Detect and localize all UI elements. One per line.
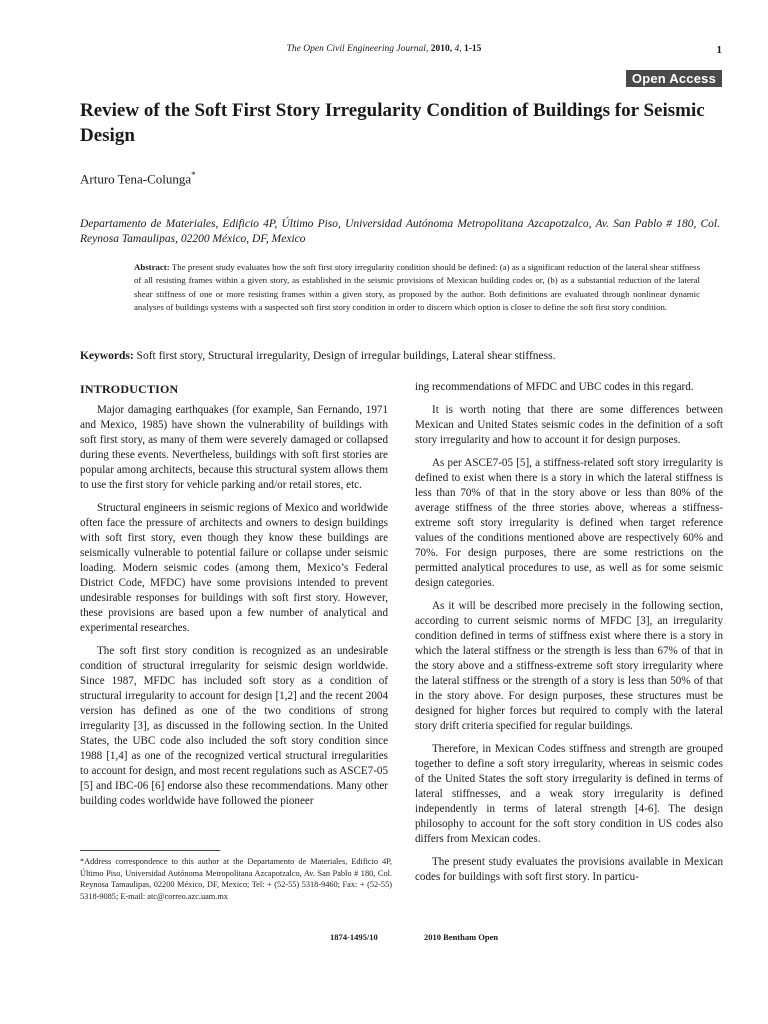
body-paragraph: As it will be described more precisely in the following section, according to current seismic norms of MFDC [3], an irregularity condition defined in terms of stiffness exist where there is a story in which the lateral stiffness or the strength is less than 67% of that in the story above and a stiffness-extreme soft story irregularity where the lateral stiffness or the strength of a story is less than 50% of that in the story above. For design purposes, these structures must be designed for higher forces but required to comply with the lateral story drift criteria specified for regular buildings. — [415, 600, 723, 732]
journal-volume: 4, — [454, 44, 462, 54]
body-paragraph: Therefore, in Mexican Codes stiffness and strength are grouped together to define a soft story irregularity, whereas in seismic codes of the United States the soft story irregularity is defined in terms of lateral stiffnesses, and a weak story irregularity is defined independently in terms of lateral strength [4-6]. The design philosophy to account for the soft story condition in US codes also differs from Mexican codes. — [415, 743, 723, 845]
body-paragraph: It is worth noting that there are some differences between Mexican and United States seismic codes in the definition of a soft story irregularity and how to account it for design purposes. — [415, 404, 723, 446]
journal-year: 2010, — [430, 44, 453, 54]
open-access-badge: Open Access — [626, 70, 722, 87]
author-line — [80, 170, 196, 187]
keywords-text: Soft first story, Structural irregularity, Design of irregular buildings, Lateral shear stiffness. — [136, 350, 556, 362]
abstract — [134, 261, 700, 314]
body-paragraph: The present study evaluates the provisions available in Mexican codes for buildings with soft first story. In particu- — [415, 856, 723, 883]
right-column — [415, 380, 723, 893]
abstract-text: The present study evaluates how the soft first story irregularity condition should be defined: (a) as a significant reduction of the lateral shear stiffness of all resisting frames within a given story, as established in the seismic provisions of Mexican building codes or, (b) as a substantial reduction of the lateral shear stiffness of one or more resisting frames within a given story, as proposed by the author. Both definitions are evaluated through nonlinear dynamic analyses of buildings systems with a suspected soft first story condition in order to discern which option is closer to define the soft first story condition. — [134, 262, 700, 312]
keywords — [80, 348, 724, 364]
body-paragraph: Major damaging earthquakes (for example, San Fernando, 1971 and Mexico, 1985) have shown the vulnerability of buildings with soft first story, as many of them were severely damaged or collapsed during these events. Nevertheless, buildings with soft first stories are popular among architects, because this structural system allows them to use the first story for vehicle parking and/or retail stores, etc. — [80, 404, 388, 491]
running-header — [0, 44, 768, 54]
correspondence-mark: * — [191, 170, 196, 180]
keywords-label: Keywords: — [80, 350, 134, 362]
footer-issn: 1874-1495/10 — [330, 932, 378, 942]
body-paragraph-continued: ing recommendations of MFDC and UBC codes in this regard. — [415, 381, 694, 393]
abstract-label: Abstract: — [134, 262, 170, 272]
journal-pages: 1-15 — [463, 44, 482, 54]
section-heading-introduction: INTRODUCTION — [80, 382, 179, 396]
footer-publisher: 2010 Bentham Open — [424, 932, 499, 942]
journal-name: The Open Civil Engineering Journal, — [286, 44, 429, 54]
correspondence-footnote: *Address correspondence to this author at the Departamento de Materiales, Edificio 4P, Último Piso, Universidad Autónoma Metropolitana Azcapotzalco, Av. San Pablo # 180, Col. Reynosa Tamaulipas, 02200 México, DF, Mexico; Tel: + (52-55) 5318-9460; Fax: + (52-55) 5318-9085; E-mail: atc@correo.azc.uam.mx — [80, 857, 392, 901]
author-affiliation: Departamento de Materiales, Edificio 4P, Último Piso, Universidad Autónoma Metropolitana Azcapotzalco, Av. San Pablo # 180, Col. Reynosa Tamaulipas, 02200 México, DF, Mexico — [80, 218, 720, 245]
body-paragraph: Structural engineers in seismic regions of Mexico and worldwide often face the pressure of architects and owners to design buildings with soft first story, even though they know these buildings are seismically vulnerable to potential failure or collapse under seismic loading. Modern seismic codes (among them, Mexico’s Federal District Code, MFDC) have some provisions intended to prevent undesirable responses for buildings with soft first story. However, these provisions are based upon a few number of analytical and experimental researches. — [80, 502, 388, 634]
body-paragraph: The soft first story condition is recognized as an undesirable condition of structural irregularity for seismic design worldwide. Since 1987, MFDC has included soft story as a condition of structural irregularity to account for design [1,2] and the recent 2004 version has defined as one of the two conditions of strong irregularity [3], as discussed in the following section. In the United States, the UBC code also included the soft story condition since 1988 [1,4] as one of the recognized vertical structural irregularities to account for design, and most recent regulations such as ASCE7-05 [5] and IBC-06 [6] endorse also these recommendations. Many other building codes worldwide have followed the pioneer — [80, 645, 388, 807]
body-paragraph: As per ASCE7-05 [5], a stiffness-related soft story irregularity is defined to exist when there is a story in which the lateral stiffness is less than 70% of that in the story above or less than 80% of the average stiffness of the three stories above, whereas a stiffness-extreme soft story irregularity is defined when target reference values of the conditions mentioned above are respectively 60% and 70%. For design purposes, there are some restrictions on the permitted analytical procedures to use, as well as for some seismic design categories. — [415, 457, 723, 589]
left-column — [80, 380, 388, 817]
article-title: Review of the Soft First Story Irregularity Condition of Buildings for Seismic Design — [80, 100, 705, 146]
page-number: 1 — [716, 44, 722, 56]
author-name: Arturo Tena-Colunga — [80, 171, 192, 187]
footnote-divider — [80, 850, 220, 851]
